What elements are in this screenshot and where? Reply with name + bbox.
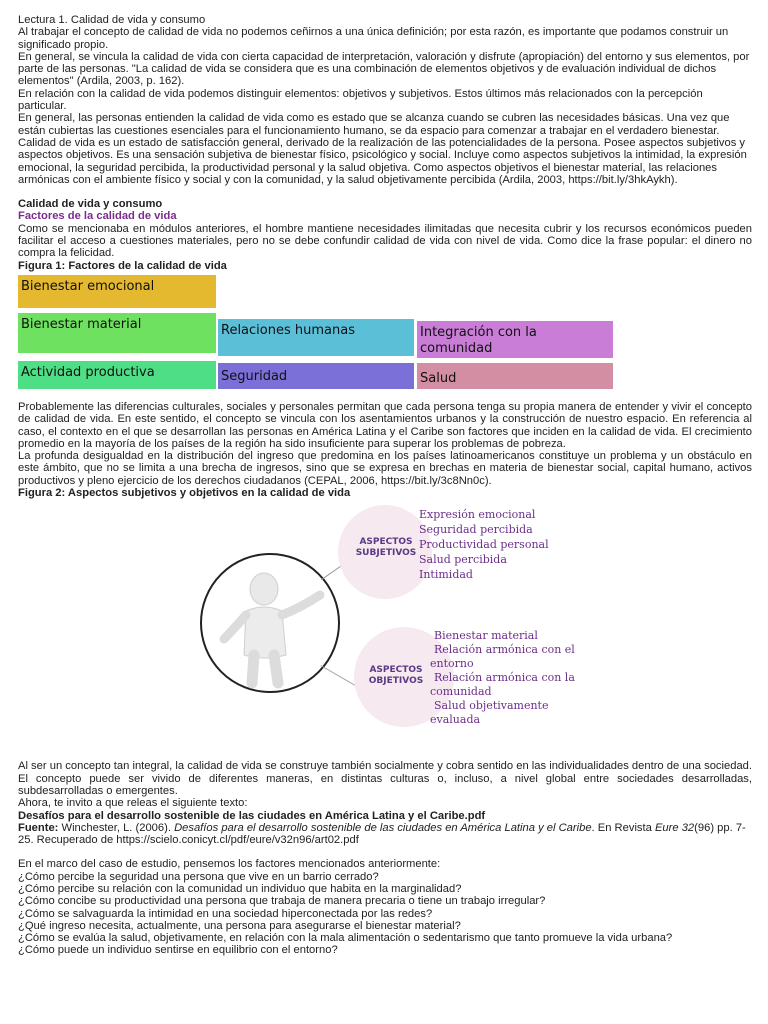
figure1-caption: Figura 1: Factores de la calidad de vida — [18, 259, 227, 272]
paragraph: Calidad de vida es un estado de satisfacción general, derivado de la realización de las potencialidades de la persona. Posee aspectos subjetivos y aspectos objetivos. Es una sensación subjetiva de bienestar físico, psicológico y social. Incluye como aspectos subjetivos la intimidad, la expresión emocional, la seguridad percibida, la productividad personal y la salud objetiva. Como aspectos objetivos el bienestar material, las relaciones armónicas con el ambiente físico y social y con la comunidad, y la salud objetivamente percibida (Ardila, 2003, https://bit.ly/3hkAykh). — [18, 136, 747, 186]
question-item: ¿Cómo concibe su productividad una persona que trabaja de manera precaria o tiene un trabajo irregular? — [18, 895, 546, 908]
question-item: ¿Cómo se evalúa la salud, objetivamente, en relación con la mala alimentación o sedentarismo que tanto promueve la vida urbana? — [18, 932, 673, 945]
question-item: ¿Cómo percibe su relación con la comunidad un individuo que habita en la marginalidad? — [18, 882, 462, 895]
document — [18, 14, 752, 957]
paragraph: En general, las personas entienden la calidad de vida como es estado que se alcanza cuando se cubren las necesidades básicas. Una vez que están cubiertas las cuestiones esenciales para el funcionamiento humano, se da espacio para comenzar a trabajar en el verdadero bienestar. — [18, 112, 730, 137]
question-item: ¿Qué ingreso necesita, actualmente, una persona para asegurarse el bienestar material? — [18, 919, 461, 932]
subjective-label: ASPECTOS SUBJETIVOS — [355, 537, 417, 559]
factor-label: Salud — [420, 370, 457, 386]
paragraph: En relación con la calidad de vida podemos distinguir elementos: objetivos y subjetivos. Estos últimos más relacionados con la percepción particular. — [18, 87, 703, 113]
questions-intro: En el marco del caso de estudio, pensemos los factores mencionados anteriormente: — [18, 858, 441, 871]
figure1-factors — [18, 273, 752, 405]
factor-label: Bienestar emocional — [21, 278, 155, 294]
paragraph: Probablemente las diferencias culturales, sociales y personales permitan que cada persona tenga su propia manera de entender y vivir el concepto de calidad de vida. En este sentido, el concepto se vincula con los asentamientos urbanos y la construcción de nuestro espacio. En referencia al caso, el contexto en el que se desarrollan las personas en América Latina y el Caribe son factores que inciden en la calidad de vida. El crecimiento promedio en la mayoría de los países de la región ha sido insuficiente para superar los problemas de pobreza. — [18, 400, 752, 450]
factor-box-salud — [417, 363, 613, 389]
factor-box-relaciones-humanas — [218, 319, 414, 356]
factor-box-bienestar-emocional — [18, 275, 216, 308]
question-item: ¿Cómo puede un individuo sentirse en equilibrio con el entorno? — [18, 944, 338, 957]
person-illustration — [200, 553, 340, 693]
factor-box-bienestar-material — [18, 313, 216, 353]
figure2-caption: Figura 2: Aspectos subjetivos y objetivos en la calidad de vida — [18, 487, 351, 500]
lecture-title: Lectura 1. Calidad de vida y consumo — [18, 14, 206, 26]
objective-label: ASPECTOS OBJETIVOS — [368, 665, 424, 687]
question-item: ¿Cómo percibe la seguridad una persona que vive en un barrio cerrado? — [18, 870, 379, 883]
factor-box-seguridad — [218, 363, 414, 389]
paragraph: Al trabajar el concepto de calidad de vida no podemos ceñirnos a una única definición; por esta razón, es importante que podamos construir un significado propio. — [18, 26, 729, 51]
factor-box-integracion-comunidad — [417, 321, 613, 358]
factor-label: Bienestar material — [21, 316, 142, 332]
paragraph: La profunda desigualdad en la distribución del ingreso que predomina en los países latinoamericanos constituye un problema y un obstáculo en este ámbito, que no se limita a una brecha de ingresos, sino que se expresa en brechas en materia de bienestar social, capital humano, activos productivos y pleno ejercicio de los derechos ciudadanos (CEPAL, 2006, https://bit.ly/3c8Nn0c). — [18, 450, 752, 487]
factor-label: Integración con la comunidad — [420, 324, 537, 356]
figure2-aspects — [18, 505, 752, 760]
section-subtitle: Factores de la calidad de vida — [18, 210, 177, 223]
section-title: Calidad de vida y consumo — [18, 198, 163, 211]
question-item: ¿Cómo se salvaguarda la intimidad en una sociedad hiperconectada por las redes? — [18, 907, 433, 920]
factor-label: Actividad productiva — [21, 364, 155, 380]
factor-box-actividad-productiva — [18, 361, 216, 389]
paragraph: Ahora, te invito a que releas el siguiente texto: — [18, 797, 248, 810]
reading-source: Fuente: Winchester, L. (2006). Desafíos para el desarrollo sostenible de las ciudades en América Latina y el Caribe. En Revista Eure 32(96) pp. 7-25. Recuperado de https://scielo.conicyt.cl/pdf/eure/v32n96/art02.pdf — [18, 821, 746, 847]
paragraph: Al ser un concepto tan integral, la calidad de vida se construye también socialmente y cobra sentido en las individualidades dentro de una sociedad. El concepto puede ser vivido de diferentes maneras, en distintas culturas o, incluso, a nivel global entre sociedades desarrolladas, subdesarrolladas o emergentes. — [18, 760, 752, 797]
objective-list: Bienestar material Relación armónica con el entorno Relación armónica con la comunidad Salud objetivamente evaluada — [430, 629, 575, 727]
factor-label: Relaciones humanas — [221, 322, 355, 338]
paragraph: En general, se vincula la calidad de vida con cierta capacidad de interpretación, valoración y disfrute (apropiación) del entorno y sus elementos, por parte de las personas. "La calidad de vida se considera que es una combinación de elementos objetivos y de evaluación individual de dichos elementos" (Ardila, 2003, p. 162). — [18, 50, 750, 88]
subjective-list: Expresión emocional Seguridad percibida Productividad personal Salud percibida Intimidad — [419, 508, 549, 582]
section-intro: Como se mencionaba en módulos anteriores, el hombre mantiene necesidades ilimitadas que necesita cubrir y los recursos económicos pueden facilitar el acceso a cuestiones materiales, pero no se debe confundir calidad de vida con nivel de vida. Como dice la frase popular: el dinero no compra la felicidad. — [18, 222, 752, 260]
factor-label: Seguridad — [221, 368, 288, 384]
person-icon — [202, 555, 338, 691]
reading-link[interactable]: Desafíos para el desarrollo sostenible de las ciudades en América Latina y el Caribe.pdf — [18, 809, 486, 822]
